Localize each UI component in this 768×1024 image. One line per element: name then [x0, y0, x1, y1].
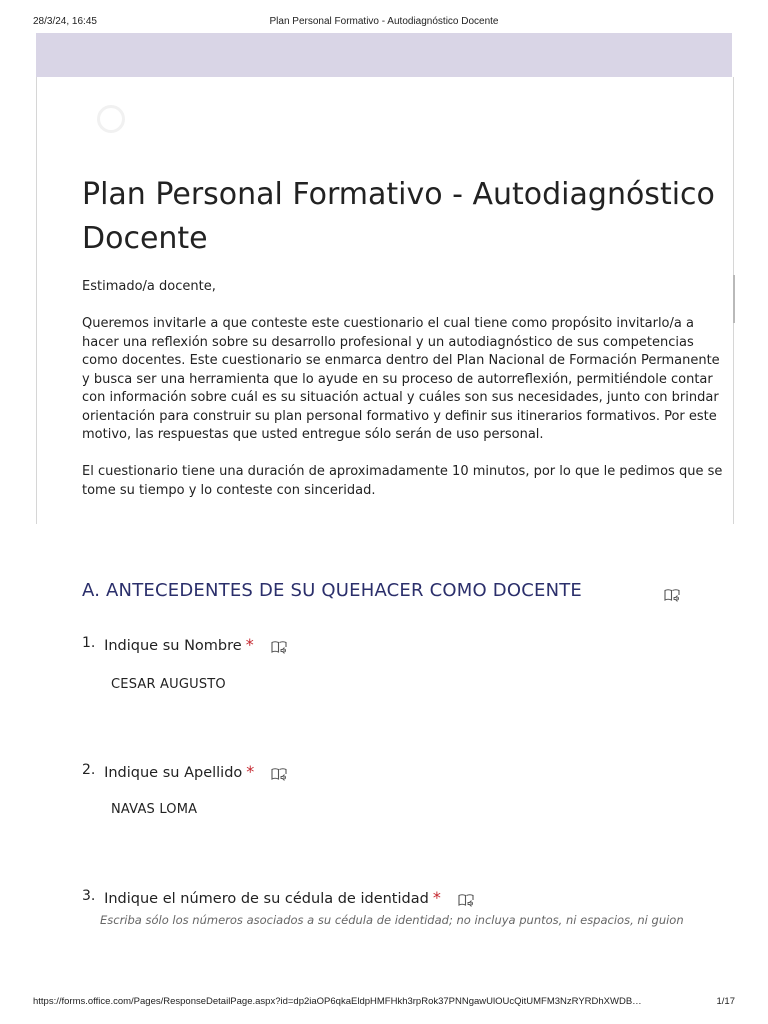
question-surname: [82, 762, 682, 781]
intro-duration: El cuestionario tiene una duración de aproximadamente 10 minutos, por lo que le pedimos que se tome su tiempo y lo conteste con sinceridad.: [82, 464, 723, 498]
form-description: [82, 278, 727, 519]
print-footer: [33, 996, 735, 1010]
page-number: 1/17: [716, 996, 735, 1007]
organization-logo: [97, 105, 272, 135]
question-number: 3.: [82, 888, 96, 904]
form-header-banner: [36, 33, 732, 77]
required-asterisk: *: [245, 635, 254, 654]
question-name: [82, 635, 682, 654]
question-number: 1.: [82, 635, 96, 651]
question-hint: Escriba sólo los números asociados a su cédula de identidad; no incluya puntos, ni espacios, ni guion: [100, 913, 684, 927]
print-header: [33, 16, 735, 30]
question-id-number: [82, 888, 682, 907]
question-label: Indique su Apellido: [104, 765, 243, 781]
intro-paragraph: Queremos invitarle a que conteste este cuestionario el cual tiene como propósito invitarlo/a a hacer una reflexión sobre su desarrollo profesional y un autodiagnóstico de sus competencias como docentes. Este cuestionario se enmarca dentro del Plan Nacional de Formación Permanente y busca ser una herramienta que lo ayude en su proceso de autorreflexión, permitiéndole contar con información sobre cuál es su situación actual y cuáles son sus necesidades, junto con brindar orientación para construir su plan personal formativo y definir sus itinerarios formativos. Por este motivo, las respuestas que usted entregue sólo serán de uso personal.: [82, 316, 720, 442]
required-asterisk: *: [432, 888, 441, 907]
scrollbar-thumb[interactable]: [733, 275, 735, 323]
form-intro-card: [36, 77, 734, 524]
section-title: A. ANTECEDENTES DE SU QUEHACER COMO DOCENTE: [82, 580, 582, 601]
immersive-reader-icon[interactable]: [664, 584, 680, 603]
question-label: Indique su Nombre: [104, 638, 242, 654]
intro-greeting: Estimado/a docente,: [82, 279, 216, 294]
logo-circle-icon: [97, 105, 125, 133]
form-title: Plan Personal Formativo - Autodiagnóstico Docente: [82, 177, 715, 256]
immersive-reader-icon[interactable]: [271, 636, 287, 655]
immersive-reader-icon[interactable]: [458, 889, 474, 908]
answer-surname: NAVAS LOMA: [111, 802, 198, 817]
question-number: 2.: [82, 762, 96, 778]
question-label: Indique el número de su cédula de identidad: [104, 891, 429, 907]
print-url: https://forms.office.com/Pages/ResponseDetailPage.aspx?id=dp2iaOP6qkaEldpHMFHkh3rpRok37PNNgawUlOUcQitUMFM3NzRYRDhXWDB…: [33, 996, 642, 1007]
answer-name: CESAR AUGUSTO: [111, 677, 226, 692]
print-datetime: 28/3/24, 16:45: [33, 16, 97, 27]
immersive-reader-icon[interactable]: [271, 763, 287, 782]
required-asterisk: *: [246, 762, 255, 781]
print-document-title: Plan Personal Formativo - Autodiagnóstico Docente: [269, 16, 499, 27]
